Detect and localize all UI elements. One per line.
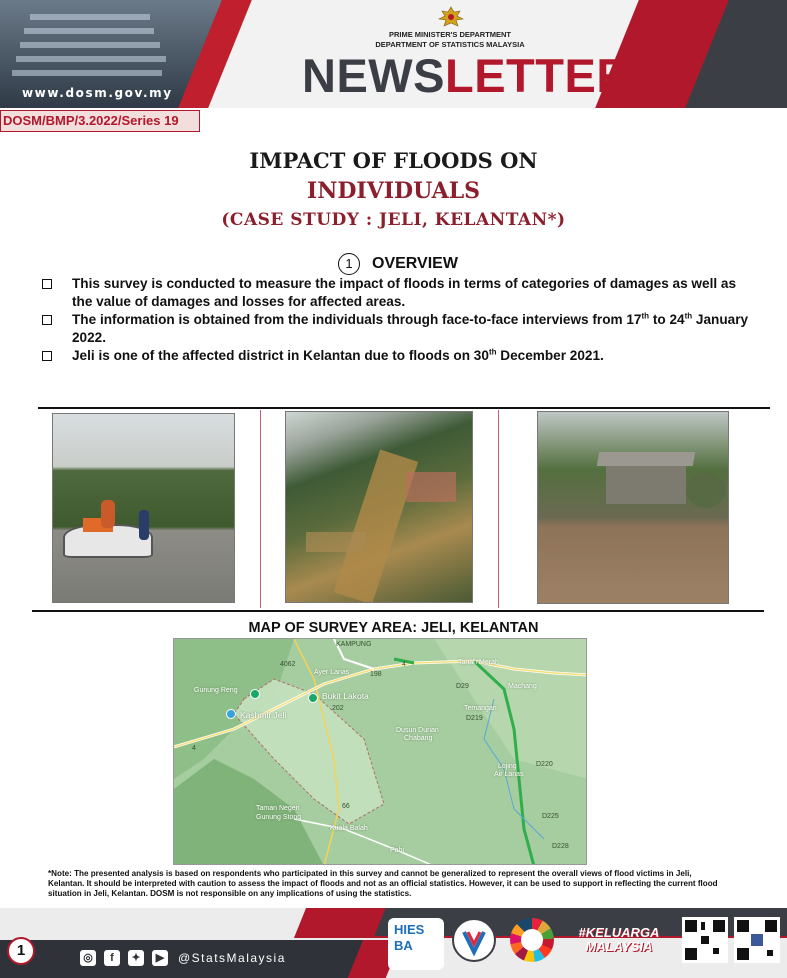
title-line-1: IMPACT OF FLOODS ON <box>249 148 538 173</box>
series-tag: DOSM/BMP/3.2022/Series 19 <box>0 110 200 132</box>
map-label-temangan: Temangan <box>464 705 497 712</box>
road-label: 4 <box>402 661 406 668</box>
map-label-pahi: Pahi <box>390 847 405 854</box>
social-links <box>80 950 286 966</box>
road-label: D29 <box>456 683 469 690</box>
divider-bottom <box>32 610 764 612</box>
qr-code-icon[interactable] <box>734 917 780 963</box>
disclaimer-note: *Note: The presented analysis is based on respondents who participated in this survey and cannot be generalized to represent the overall views of flood victims in Jeli, Kelantan. It should be interpreted with caution to assess the impact of floods and not as an official statistics. However, it can be used to support in reflecting the current flood situation in Jeli, Kelantan. DOSM is not responsible on any implications of using the statistics. <box>48 869 718 898</box>
dosm-logo-icon <box>454 920 494 960</box>
checkbox-bullet-icon <box>42 279 52 289</box>
road-label: D228 <box>552 843 569 850</box>
map-label-taman-negeri: Taman Negeri <box>256 805 300 812</box>
map-title: MAP OF SURVEY AREA: JELI, KELANTAN <box>248 620 539 636</box>
social-handle[interactable]: @StatsMalaysia <box>178 951 286 965</box>
map-label-bukit-lakota: Bukit Lakota <box>322 691 369 701</box>
map-label-dusun-durian: Dusun Durian <box>396 727 439 734</box>
photo-rescue-boat <box>52 413 235 603</box>
dept-line-2: DEPARTMENT OF STATISTICS MALAYSIA <box>375 40 525 49</box>
road-label: 66 <box>342 803 350 810</box>
road-label: 202 <box>332 705 344 712</box>
title-line-2: INDIVIDUALS <box>306 178 481 204</box>
hies-logo: HIES BA <box>388 918 444 970</box>
road-label: 198 <box>370 671 382 678</box>
website-url[interactable]: www.dosm.gov.my <box>22 86 173 100</box>
map-label-tanah-merah: Tanah Merah <box>458 659 499 666</box>
map-label-machang: Machang <box>508 683 537 690</box>
newsletter-wordmark: NEWSLETTER <box>302 49 631 102</box>
photo-aerial-flood <box>285 411 473 603</box>
dosm-logo <box>452 918 496 962</box>
title-line-3: (CASE STUDY : JELI, KELANTAN*) <box>221 210 566 230</box>
twitter-icon[interactable]: ✦ <box>128 950 144 966</box>
map-pin-bukit-lakota-icon[interactable] <box>308 693 318 703</box>
malaysia-crest-icon <box>436 6 466 28</box>
road-label: D220 <box>536 761 553 768</box>
survey-area-map[interactable] <box>173 638 587 865</box>
page-number: 1 <box>7 937 35 965</box>
map-label-kuala-balah: Kuala Balah <box>330 825 368 832</box>
checkbox-bullet-icon <box>42 315 52 325</box>
map-pin-kashmir-jeli-icon[interactable] <box>226 709 236 719</box>
overview-title: OVERVIEW <box>372 255 458 272</box>
photo-flooded-house <box>537 411 729 604</box>
header-banner <box>0 0 787 108</box>
sdg-wheel-icon <box>510 918 554 962</box>
bullet-item: Jeli is one of the affected district in Kelantan due to floods on 30th December 2021. <box>40 347 760 365</box>
keluarga-malaysia-logo: #KELUARGA MALAYSIA <box>578 925 660 954</box>
road-label: D225 <box>542 813 559 820</box>
map-label-chabang: Chabang <box>404 735 433 742</box>
map-label-lojing: Lojing <box>498 763 517 770</box>
dept-line-1: PRIME MINISTER'S DEPARTMENT <box>388 30 512 39</box>
road-label: 4 <box>192 745 196 752</box>
map-label-kashmir-jeli: Kashmir Jeli <box>240 710 287 720</box>
facebook-icon[interactable]: f <box>104 950 120 966</box>
road-label: 4062 <box>280 661 296 668</box>
instagram-icon[interactable]: ◎ <box>80 950 96 966</box>
youtube-icon[interactable]: ▶ <box>152 950 168 966</box>
checkbox-bullet-icon <box>42 351 52 361</box>
map-label-ayer-lanas: Ayer Lanas <box>314 669 350 676</box>
map-label-gunung-stong: Gunung Stong <box>256 814 302 821</box>
overview-bullets <box>40 275 760 365</box>
bullet-item: The information is obtained from the individuals through face-to-face interviews from 17th to 24th January 2022. <box>40 311 760 347</box>
qr-code-icon[interactable] <box>682 917 728 963</box>
road-label: D219 <box>466 715 483 722</box>
map-label-kampung: KAMPUNG <box>336 641 372 648</box>
map-label-gunung-reng: Gunung Reng <box>194 687 238 694</box>
bullet-item: This survey is conducted to measure the impact of floods in terms of categories of damages as well as the value of damages and losses for affected areas. <box>40 275 760 311</box>
map-pin-gunung-reng-icon[interactable] <box>250 689 260 699</box>
map-label-air-lanas: Air Lanas <box>494 771 524 778</box>
overview-heading <box>338 252 458 276</box>
section-number: 1 <box>338 253 360 275</box>
divider-top <box>38 407 770 409</box>
